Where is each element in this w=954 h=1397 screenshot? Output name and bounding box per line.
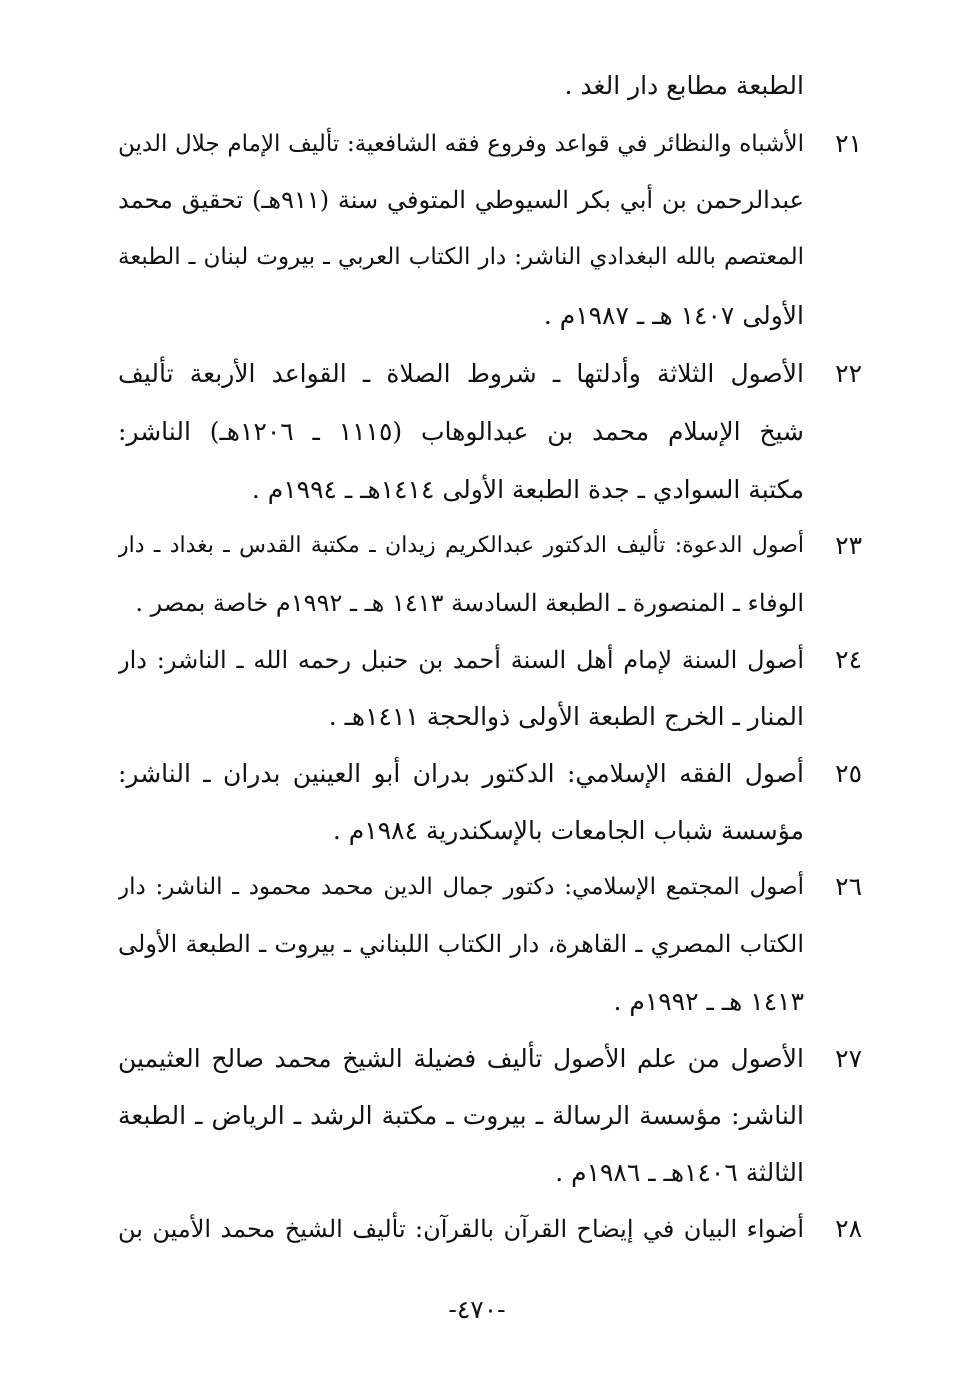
entry-21-line-4: الأولى ١٤٠٧ هـ ـ ١٩٨٧م . [543, 301, 804, 330]
entry-number-23: ٢٣ [835, 531, 862, 560]
entry-27-line-2: الناشر: مؤسسة الرسالة ـ بيروت ـ مكتبة الرشد ـ الرياض ـ الطبعة [118, 1101, 804, 1130]
entry-23-line-1: أصول الدعوة: تأليف الدكتور عبدالكريم زيدان ـ مكتبة القدس ـ بغداد ـ دار [118, 533, 804, 558]
entry-22-line-2: شيخ الإسلام محمد بن عبدالوهاب (١١١٥ ـ ١٢٠٦هـ) الناشر: [118, 417, 804, 446]
entry-26-line-3: ١٤١٣ هـ ـ ١٩٩٢م . [613, 987, 804, 1016]
text-line-continuation: الطبعة مطابع دار الغد . [564, 71, 804, 100]
entry-21-line-1: الأشباه والنظائر في قواعد وفروع فقه الشافعية: تأليف الإمام جلال الدين [118, 131, 804, 157]
page-number: -٤٧٠- [448, 1295, 506, 1324]
entry-number-21: ٢١ [835, 129, 862, 158]
entry-21-line-2: عبدالرحمن بن أبي بكر السيوطي المتوفي سنة (٩١١هـ) تحقيق محمد [118, 186, 804, 214]
entry-25-line-1: أصول الفقه الإسلامي: الدكتور بدران أبو العينين بدران ـ الناشر: [118, 759, 804, 788]
entry-27-line-3: الثالثة ١٤٠٦هـ ـ ١٩٨٦م . [555, 1158, 804, 1187]
entry-number-27: ٢٧ [835, 1044, 862, 1073]
entry-23-line-2: الوفاء ـ المنصورة ـ الطبعة السادسة ١٤١٣ هـ ـ ١٩٩٢م خاصة بمصر . [135, 589, 804, 617]
entry-21-line-3: المعتصم بالله البغدادي الناشر: دار الكتاب العربي ـ بيروت لبنان ـ الطبعة [118, 244, 804, 270]
entry-22-line-3: مكتبة السوادي ـ جدة الطبعة الأولى ١٤١٤هـ ـ ١٩٩٤م . [251, 475, 804, 504]
entry-number-26: ٢٦ [835, 872, 862, 901]
entry-24-line-1: أصول السنة لإمام أهل السنة أحمد بن حنبل رحمه الله ـ الناشر: دار [118, 646, 804, 674]
entry-26-line-2: الكتاب المصري ـ القاهرة، دار الكتاب اللبناني ـ بيروت ـ الطبعة الأولى [118, 930, 804, 958]
entry-22-line-1: الأصول الثلاثة وأدلتها ـ شروط الصلاة ـ القواعد الأربعة تأليف [118, 359, 804, 388]
entry-28-line-1: أضواء البيان في إيضاح القرآن بالقرآن: تأليف الشيخ محمد الأمين بن [118, 1215, 804, 1243]
entry-24-line-2: المنار ـ الخرج الطبعة الأولى ذوالحجة ١٤١١هـ . [328, 702, 804, 731]
entry-26-line-1: أصول المجتمع الإسلامي: دكتور جمال الدين محمد محمود ـ الناشر: دار [118, 874, 804, 900]
entry-number-25: ٢٥ [835, 759, 862, 788]
entry-number-24: ٢٤ [835, 645, 862, 674]
entry-25-line-2: مؤسسة شباب الجامعات بالإسكندرية ١٩٨٤م . [332, 816, 804, 845]
entry-number-28: ٢٨ [835, 1214, 862, 1243]
entry-27-line-1: الأصول من علم الأصول تأليف فضيلة الشيخ محمد صالح العثيمين [118, 1044, 804, 1073]
entry-number-22: ٢٢ [835, 359, 862, 388]
